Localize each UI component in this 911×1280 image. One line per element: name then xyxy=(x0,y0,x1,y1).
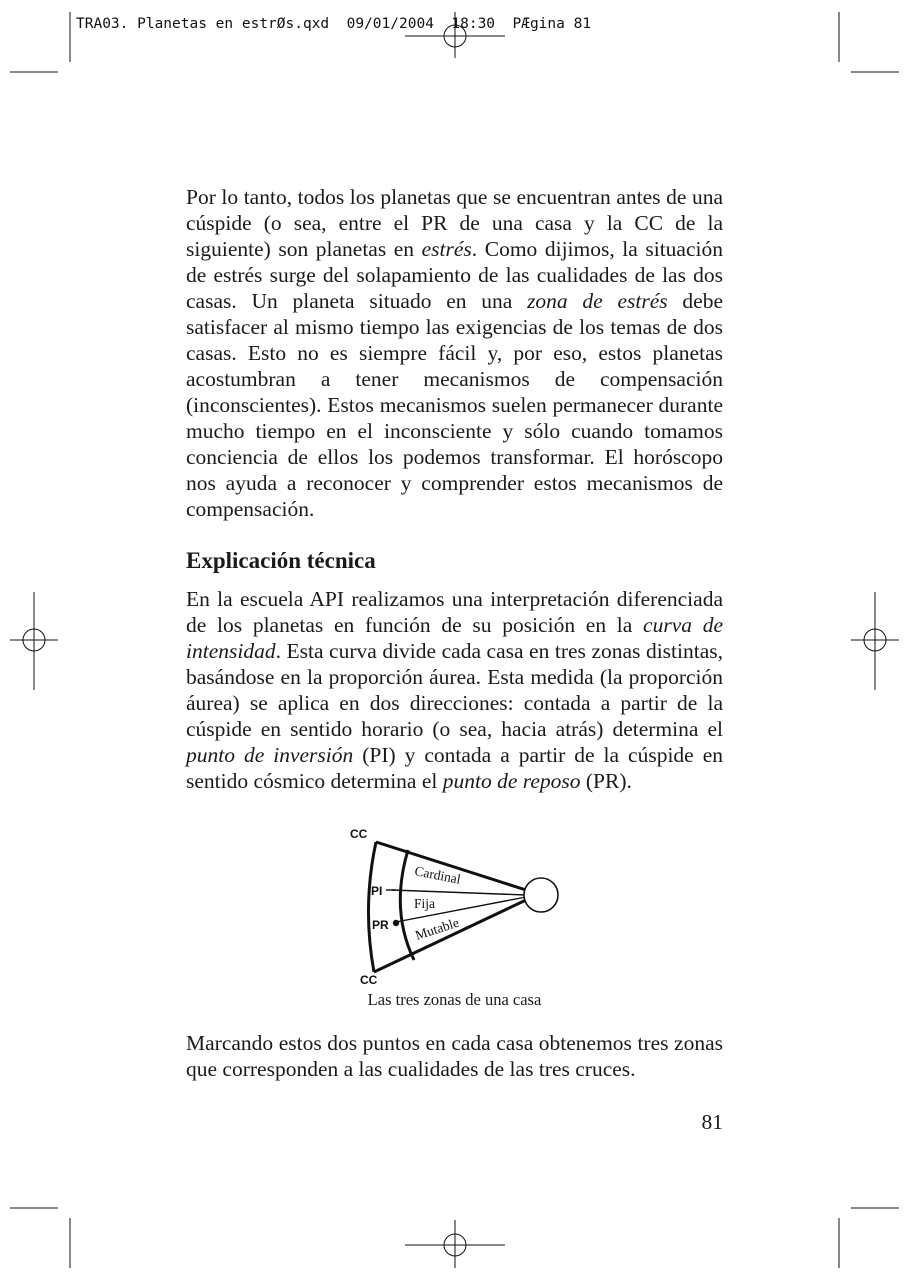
diagram-caption: Las tres zonas de una casa xyxy=(367,990,542,1009)
zone-label-fija: Fija xyxy=(414,896,436,911)
house-zones-diagram xyxy=(340,822,580,990)
text-run: Por lo tanto, todos los planetas que se encuentran antes de una cúspide (o sea, entre el PR de una casa y la CC de la siguiente) son planetas en xyxy=(186,185,723,261)
section-heading: Explicación técnica xyxy=(186,548,376,573)
italic-term: zona de estrés xyxy=(527,289,668,313)
registration-mark-right xyxy=(851,592,899,690)
paragraph-three-zones xyxy=(186,1030,723,1082)
print-slug: TRA03. Planetas en estrØs.qxd 09/01/2004 18:30 PÆgina 81 xyxy=(76,16,592,32)
text-run: (PI) y contada a partir de la cúspide en sentido cósmico determina el xyxy=(186,743,723,793)
house-lower-edge xyxy=(374,900,526,972)
text-run: debe satisfacer al mismo tiempo las exigencias de los temas de dos casas. Esto no es siempre fácil y, por eso, estos planetas acostumbran a tener mecanismos de compensación (inconscientes). Estos mecanismos suelen permanecer durante mucho tiempo en el inconsciente y sólo cuando tomamos conciencia de ellos los podemos transformar. El horóscopo nos ayuda a reconocer y comprender estos mecanismos de compensación. xyxy=(186,289,723,521)
label-cc-bottom: CC xyxy=(360,973,378,987)
registration-mark-top xyxy=(405,12,505,58)
house-outer-arc xyxy=(368,842,376,972)
text-run: . Como dijimos, la situación de estrés surge del solapamiento de las cualidades de las dos casas. Un planeta situado en una xyxy=(186,237,723,313)
label-pi: PI xyxy=(371,884,383,898)
label-cc-top: CC xyxy=(350,827,368,841)
pr-dot xyxy=(393,920,399,926)
page-number: 81 xyxy=(701,1110,723,1134)
registration-mark-left xyxy=(10,592,58,690)
paragraph-technical-explanation xyxy=(186,586,723,794)
text-run: (PR). xyxy=(580,769,632,793)
intensity-curve xyxy=(400,850,414,960)
paragraph-stress-planets xyxy=(186,184,723,522)
center-circle xyxy=(524,878,558,912)
zone-label-cardinal: Cardinal xyxy=(413,863,462,887)
text-run: En la escuela API realizamos una interpretación diferenciada de los planetas en función de su posición en la xyxy=(186,587,723,637)
italic-term: estrés xyxy=(421,237,472,261)
pi-line xyxy=(392,890,526,895)
italic-term: curva de intensidad xyxy=(186,613,723,663)
zone-label-mutable: Mutable xyxy=(413,914,461,943)
italic-term: punto de inversión xyxy=(186,743,354,767)
italic-term: punto de reposo xyxy=(442,769,581,793)
text-run: Marcando estos dos puntos en cada casa obtenemos tres zonas que corresponden a las cualidades de las tres cruces. xyxy=(186,1031,723,1081)
text-run: . Esta curva divide cada casa en tres zonas distintas, basándose en la proporción áurea. Esta medida (la proporción áurea) se aplica en dos direcciones: contada a partir de la cúspide en sentido horario (o sea, hacia atrás) determina el xyxy=(186,639,723,741)
registration-mark-bottom xyxy=(405,1220,505,1268)
label-pr: PR xyxy=(372,918,389,932)
